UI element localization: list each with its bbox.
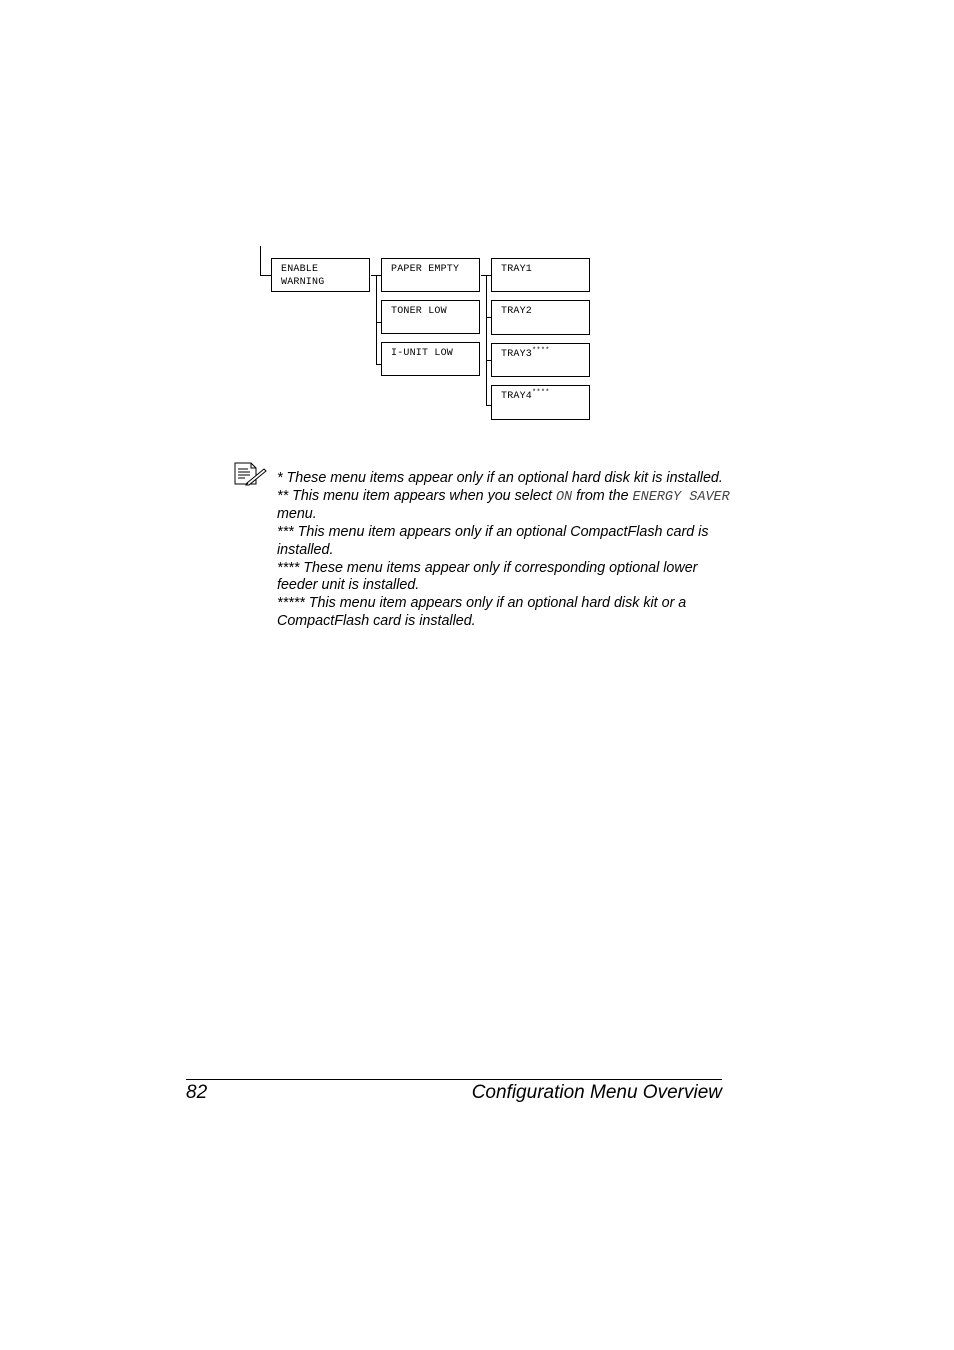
tree-connector-l3-v xyxy=(486,275,487,406)
menu-item-tray2 xyxy=(491,300,590,335)
footnote-2-suffix: menu. xyxy=(277,506,317,523)
footnote-4: **** These menu items appear only if corresponding optional lower feeder unit is installed. xyxy=(277,559,698,594)
menu-item-tray1 xyxy=(491,258,590,292)
footer-section-title: Configuration Menu Overview xyxy=(471,1082,722,1103)
menu-item-tray4 xyxy=(491,385,590,420)
footnote-5: ***** This menu item appears only if an optional hard disk kit or a CompactFlash card is installed. xyxy=(277,594,687,629)
tray3-footnote-marker: **** xyxy=(532,347,550,355)
footnote-2-menu-name: ENERGY SAVER xyxy=(632,489,730,505)
footnote-3: *** This menu item appears only if an optional CompactFlash card is installed. xyxy=(277,524,709,558)
tray1-label: TRAY1 xyxy=(501,264,533,275)
footnote-2-on-value: ON xyxy=(555,489,573,505)
menu-item-paper-empty: PAPER EMPTY xyxy=(381,258,480,292)
tree-connector-root-h xyxy=(260,275,271,276)
footnote-2 xyxy=(277,488,737,524)
tray3-label: TRAY3 xyxy=(501,349,533,360)
menu-item-enable-warning: ENABLE WARNING xyxy=(271,258,370,292)
footer-rule xyxy=(186,1079,722,1080)
tree-connector-root xyxy=(260,246,261,275)
note-pencil-icon xyxy=(233,462,267,486)
tray4-label: TRAY4 xyxy=(501,391,533,402)
page-number: 82 xyxy=(186,1082,208,1103)
footnote-1: * These menu items appear only if an optional hard disk kit is installed. xyxy=(277,470,723,486)
menu-item-i-unit-low: I-UNIT LOW xyxy=(381,342,480,376)
menu-item-toner-low: TONER LOW xyxy=(381,300,480,334)
tray4-footnote-marker: **** xyxy=(532,389,550,397)
footnotes xyxy=(277,470,737,630)
menu-item-tray3 xyxy=(491,343,590,377)
footnote-2-middle: from the xyxy=(572,487,633,504)
tree-connector-l2-v xyxy=(376,275,377,364)
tray2-label: TRAY2 xyxy=(501,306,533,317)
footnote-2-prefix: ** This menu item appears when you select xyxy=(277,487,556,504)
